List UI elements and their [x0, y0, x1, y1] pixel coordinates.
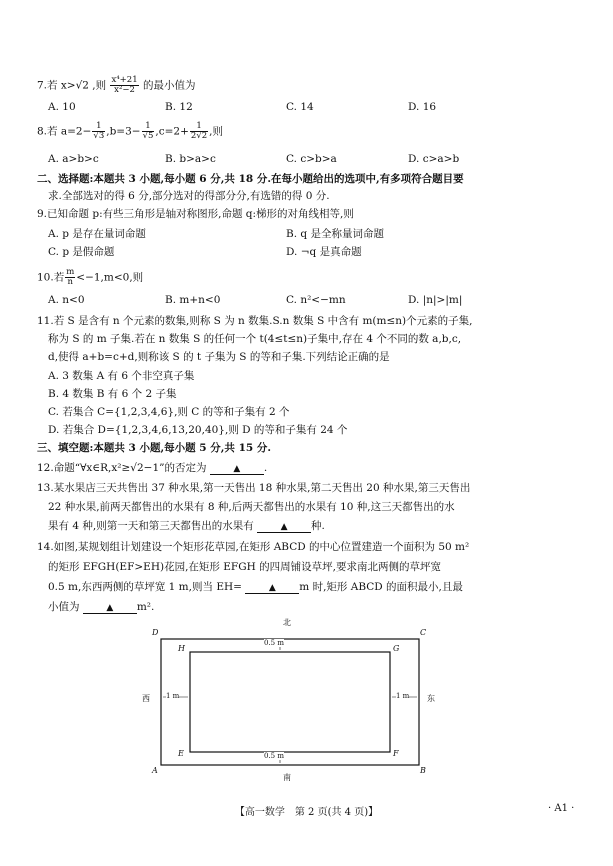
q14-line-1: 14.如图,某规划组计划建设一个矩形花草园,在矩形 ABCD 的中心位置建造一个面积为 50 m² — [37, 541, 470, 553]
q8-f1-den: √3 — [93, 131, 105, 141]
q11-option-b: B. 4 数集 B 有 6 个 2 子集 — [48, 388, 177, 400]
south-label: 南 — [283, 773, 291, 782]
q14-answer-blank-2[interactable]: ▲ — [83, 603, 137, 614]
q9-stem: 9.已知命题 p:有些三角形是轴对称图形,命题 q:梯形的对角线相等,则 — [37, 208, 354, 220]
bottom-gap-label: 0.5 m — [264, 752, 284, 760]
vertex-b: B — [420, 766, 426, 775]
q12-end: . — [263, 462, 268, 474]
q7-option-d: D. 16 — [408, 101, 437, 113]
q8-f1-num: 1 — [92, 122, 105, 132]
q8-stem — [37, 122, 223, 141]
q11-option-a: A. 3 数集 A 有 6 个非空真子集 — [48, 370, 195, 382]
q14-line-3-text: 0.5 m,东西两侧的草坪宽 1 m,则当 EH= — [48, 581, 242, 593]
q11-option-c: C. 若集合 C={1,2,3,4,6},则 C 的等和子集有 2 个 — [48, 406, 290, 418]
q10-s2: <−1,m<0,则 — [76, 271, 144, 284]
q8-frac-1 — [92, 122, 105, 141]
garden-figure-svg — [140, 615, 440, 785]
q14-line-4-end: m². — [136, 601, 155, 613]
q10-frac-num: m — [66, 267, 75, 277]
q7-stem-a: 7.若 x>√2 ,则 — [37, 79, 107, 92]
east-label: 东 — [427, 694, 435, 703]
vertex-g: G — [393, 644, 400, 653]
vertex-h: H — [178, 644, 185, 653]
q11-line-2: 称为 S 的 m 子集.若在 n 数集 S 的任何一个 t(4≤t≤n)子集中,存在 4 个不同的数 a,b,c, — [48, 333, 462, 345]
q8-f3-den: 2√2 — [190, 131, 208, 141]
q8-option-b: B. b>a>c — [165, 153, 216, 165]
q8-option-d: D. c>a>b — [408, 153, 460, 165]
q13-line-3-end: 种. — [311, 520, 325, 532]
q14-line-4 — [48, 600, 154, 614]
q10-s1: 10.若 — [37, 271, 65, 284]
north-label: 北 — [283, 618, 291, 627]
q13-line-3-text: 果有 4 种,则第一天和第三天都售出的水果有 — [48, 520, 254, 532]
q14-line-3 — [48, 580, 463, 594]
q7-fraction — [110, 76, 138, 95]
q8-option-c: C. c>b>a — [286, 153, 337, 165]
q11-line-1: 11.若 S 是含有 n 个元素的数集,则称 S 为 n 数集.S.n 数集 S 中含有 m(m≤n)个元素的子集, — [37, 315, 473, 327]
q14-line-2: 的矩形 EFGH(EF>EH)花园,在矩形 EFGH 的四周铺设草坪,要求南北两侧的草坪宽 — [48, 561, 441, 573]
vertex-d: D — [152, 628, 159, 637]
garden-figure — [140, 615, 440, 785]
vertex-f: F — [393, 749, 399, 758]
q10-frac-den: n — [67, 277, 73, 287]
q8-f2-den: √5 — [142, 131, 154, 141]
inner-rectangle-efgh — [190, 652, 390, 752]
q11-line-3: d,使得 a+b=c+d,则称该 S 的 t 子集为 S 的等和子集.下列结论正确的是 — [48, 351, 390, 363]
page-footer: 【高一数学 第 2 页(共 4 页)】 — [234, 807, 379, 818]
q13-line-1: 13.某水果店三天共售出 37 种水果,第一天售出 18 种水果,第二天售出 20 种水果,第三天售出 — [37, 482, 471, 494]
q12-text: 12.命题“∀x∈R,x²≥√2−1”的否定为 — [37, 462, 207, 474]
q8-s4: ,则 — [209, 125, 223, 138]
q14-line-4-text: 小值为 — [48, 601, 80, 613]
q14-answer-blank-1[interactable]: ▲ — [245, 583, 299, 594]
q7-frac-num: x⁴+21 — [111, 75, 138, 85]
q10-option-d: D. |n|>|m| — [408, 294, 463, 306]
top-gap-label: 0.5 m — [264, 639, 284, 647]
q7-option-a: A. 10 — [48, 101, 76, 113]
q7-option-c: C. 14 — [286, 101, 314, 113]
outer-rectangle-abcd — [161, 639, 419, 765]
q13-answer-blank[interactable]: ▲ — [257, 522, 311, 533]
q8-frac-3 — [190, 122, 208, 141]
west-label: 西 — [142, 694, 150, 703]
vertex-c: C — [420, 628, 427, 637]
q14-line-3-end: m 时,矩形 ABCD 的面积最小,且最 — [299, 581, 463, 593]
q8-s2: ,b=3− — [106, 125, 141, 138]
paper-code: · A1 · — [548, 803, 575, 814]
q9-option-b: B. q 是全称量词命题 — [286, 228, 384, 240]
q8-frac-2 — [142, 122, 155, 141]
q7-stem — [37, 76, 195, 95]
vertex-a: A — [152, 766, 158, 775]
section-2-heading-cont: 求.全部选对的得 6 分,部分选对的得部分分,有选错的得 0 分. — [48, 190, 330, 202]
right-gap-label: 1 m — [396, 692, 410, 700]
q7-option-b: B. 12 — [165, 101, 193, 113]
q8-option-a: A. a>b>c — [48, 153, 99, 165]
q8-s3: ,c=2+ — [155, 125, 189, 138]
q10-option-c: C. n²<−mn — [286, 294, 346, 306]
q10-option-a: A. n<0 — [48, 294, 85, 306]
q13-line-2: 22 种水果,前两天都售出的水果有 8 种,后两天都售出的水果有 10 种,这三天都售出的水 — [48, 501, 455, 513]
section-2-heading: 二、选择题:本题共 3 小题,每小题 6 分,共 18 分.在每小题给出的选项中,有多项符合题目要 — [37, 173, 464, 185]
q10-stem — [37, 268, 143, 287]
q9-option-d: D. ¬q 是真命题 — [286, 246, 362, 258]
q9-option-a: A. p 是存在量词命题 — [48, 228, 146, 240]
q7-stem-b: 的最小值为 — [142, 79, 196, 92]
q8-f2-num: 1 — [142, 122, 155, 132]
q11-option-d: D. 若集合 D={1,2,3,4,6,13,20,40},则 D 的等和子集有 24 个 — [48, 424, 348, 436]
q12-stem — [37, 461, 267, 475]
q7-frac-den: x²−2 — [114, 85, 135, 95]
q8-s1: 8.若 a=2− — [37, 125, 92, 138]
q8-f3-num: 1 — [190, 122, 208, 132]
q9-option-c: C. p 是假命题 — [48, 246, 115, 258]
section-3-heading: 三、填空题:本题共 3 小题,每小题 5 分,共 15 分. — [37, 442, 271, 454]
q10-frac — [65, 268, 75, 287]
vertex-e: E — [178, 749, 184, 758]
left-gap-label: 1 m — [166, 692, 180, 700]
q10-option-b: B. m+n<0 — [165, 294, 221, 306]
q12-answer-blank[interactable]: ▲ — [210, 464, 264, 475]
q13-line-3 — [48, 519, 325, 533]
